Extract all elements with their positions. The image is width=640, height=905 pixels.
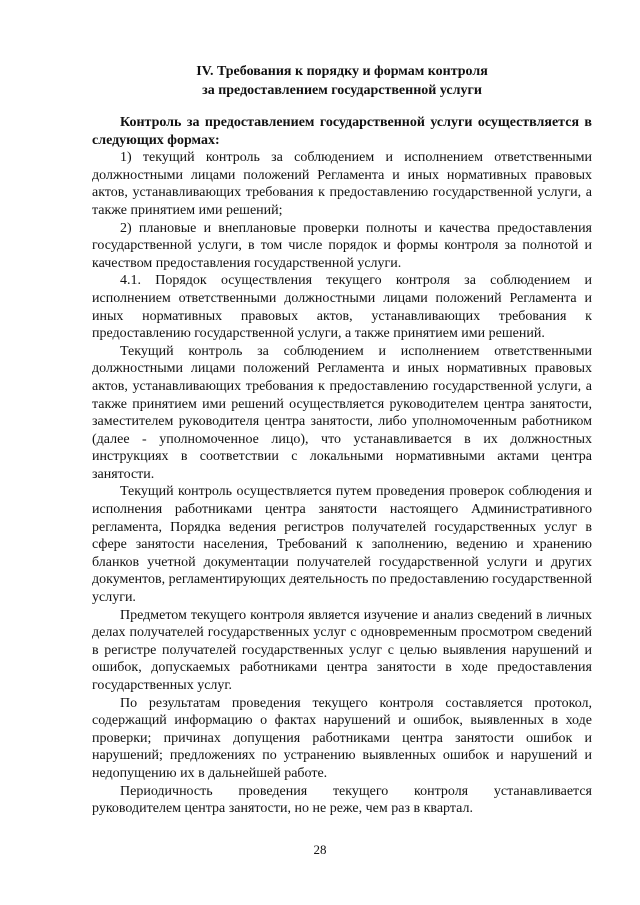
paragraph-4-1: 4.1. Порядок осуществления текущего контроля за соблюдением и исполнением ответственными должностными лицами положений Регламента и иных нормативных правовых актов, устанавливающих требования к предоставлению государственной услуги, а также принятием ими решений.: [92, 273, 592, 342]
page-number: 28: [313, 842, 327, 857]
paragraph-protocol: По результатам проведения текущего контроля составляется протокол, содержащий информацию о фактах нарушений и ошибок, выявленных в ходе проверки; причинах допущения работниками центра занятости ошибок и нарушений; предложениях по устранению выявленных ошибок и нарушений и недопущению их в дальнейшей работе.: [92, 695, 592, 781]
paragraph-subject: Предметом текущего контроля является изучение и анализ сведений в личных делах получателей государственных услуг с одновременным просмотром сведений в регистре получателей государственных услуг с целью выявления нарушений и ошибок, допускаемых работниками центра занятости в ходе предоставления государственных услуг.: [92, 607, 592, 693]
document-page: [92, 62, 592, 818]
paragraph-item-1: 1) текущий контроль за соблюдением и исполнением ответственными должностными лицами положений Регламента и иных нормативных правовых актов, устанавливающих требования к предоставлению государственной услуги, а также принятием ими решений;: [92, 150, 592, 218]
paragraph-inspections: Текущий контроль осуществляется путем проведения проверок соблюдения и исполнения работниками центра занятости настоящего Административного регламента, Порядка ведения регистров получателей государственных услуг в сфере занятости населения, Требований к заполнению, ведению и хранению бланков учетной документации получателей государственной услуги и других документов, регламентирующих деятельность по предоставлению государственной услуги.: [92, 484, 592, 606]
section-heading-line-1: IV. Требования к порядку и формам контроля: [196, 64, 488, 79]
section-heading: [92, 62, 592, 100]
paragraph-periodicity: Периодичность проведения текущего контроля устанавливается руководителем центра занятости, но не реже, чем раз в квартал.: [92, 783, 592, 817]
paragraph-item-2: 2) плановые и внеплановые проверки полноты и качества предоставления государственной услуги, в том числе порядок и формы контроля за полнотой и качеством предоставления государственной услуги.: [92, 220, 592, 271]
section-heading-line-2: за предоставлением государственной услуги: [202, 83, 482, 98]
paragraph-intro: Контроль за предоставлением государственной услуги осуществляется в следующих формах:: [92, 115, 592, 148]
paragraph-current-control: Текущий контроль за соблюдением и исполнением ответственными должностными лицами положений Регламента и иных нормативных правовых актов, устанавливающих требования к предоставлению государственной услуги, а также принятием ими решений осуществляется руководителем центра занятости, заместителем руководителя центра занятости, либо уполномоченным работником (далее - уполномоченное лицо), что устанавливается в их должностных инструкциях в соответствии с локальными нормативными актами центра занятости.: [92, 343, 592, 482]
